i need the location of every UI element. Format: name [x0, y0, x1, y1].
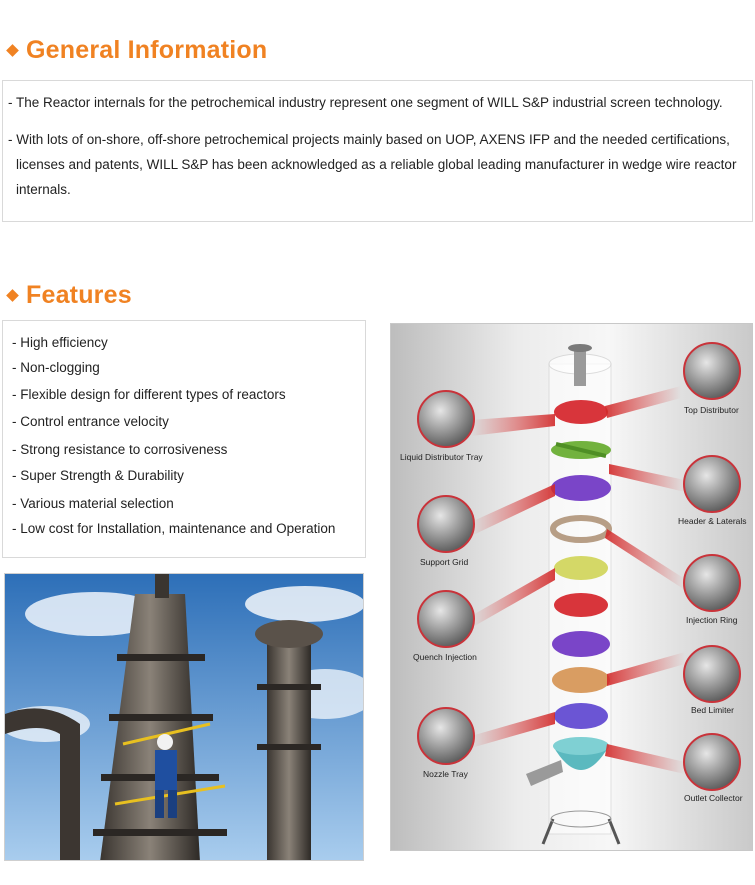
label-liquid-distributor-tray: Liquid Distributor Tray: [400, 452, 483, 462]
general-paragraph-2-line-1: - With lots of on-shore, off-shore petrochemical projects mainly based on UOP, AXENS IFP and the needed certifications,: [8, 132, 730, 147]
general-paragraph-2-line-2: licenses and patents, WILL S&P has been acknowledged as a reliable global leading manufacturer in wedge wire reactor: [16, 157, 737, 172]
label-outlet-collector: Outlet Collector: [684, 793, 743, 803]
general-information-box: [2, 80, 753, 222]
label-top-distributor: Top Distributor: [684, 405, 739, 415]
feature-item: - Various material selection: [12, 496, 174, 511]
feature-item: - Non-clogging: [12, 360, 100, 375]
feature-item: - High efficiency: [12, 335, 108, 350]
label-header-laterals: Header & Laterals: [678, 516, 747, 526]
reactor-internals-diagram: [390, 323, 753, 851]
label-injection-ring: Injection Ring: [686, 615, 738, 625]
refinery-worker-photo: [4, 573, 364, 861]
general-paragraph-2-line-3: internals.: [16, 182, 71, 197]
feature-item: - Super Strength & Durability: [12, 468, 184, 483]
features-title: Features: [26, 281, 132, 309]
feature-item: - Flexible design for different types of reactors: [12, 387, 286, 402]
refinery-illustration: [5, 574, 364, 861]
feature-item: - Strong resistance to corrosiveness: [12, 442, 228, 457]
general-information-heading: [6, 36, 267, 65]
diamond-bullet-icon: [6, 44, 19, 57]
general-paragraph-1: - The Reactor internals for the petrochemical industry represent one segment of WILL S&P industrial screen technology.: [8, 95, 723, 110]
label-support-grid: Support Grid: [420, 557, 469, 567]
label-nozzle-tray: Nozzle Tray: [423, 769, 468, 779]
feature-item: - Low cost for Installation, maintenance and Operation: [12, 521, 336, 536]
general-information-title: General Information: [26, 36, 268, 64]
label-bed-limiter: Bed Limiter: [691, 705, 734, 715]
feature-item: - Control entrance velocity: [12, 414, 169, 429]
label-quench-injection: Quench Injection: [413, 652, 477, 662]
diamond-bullet-icon: [6, 289, 19, 302]
features-box: [2, 320, 366, 558]
features-heading: [6, 281, 132, 310]
